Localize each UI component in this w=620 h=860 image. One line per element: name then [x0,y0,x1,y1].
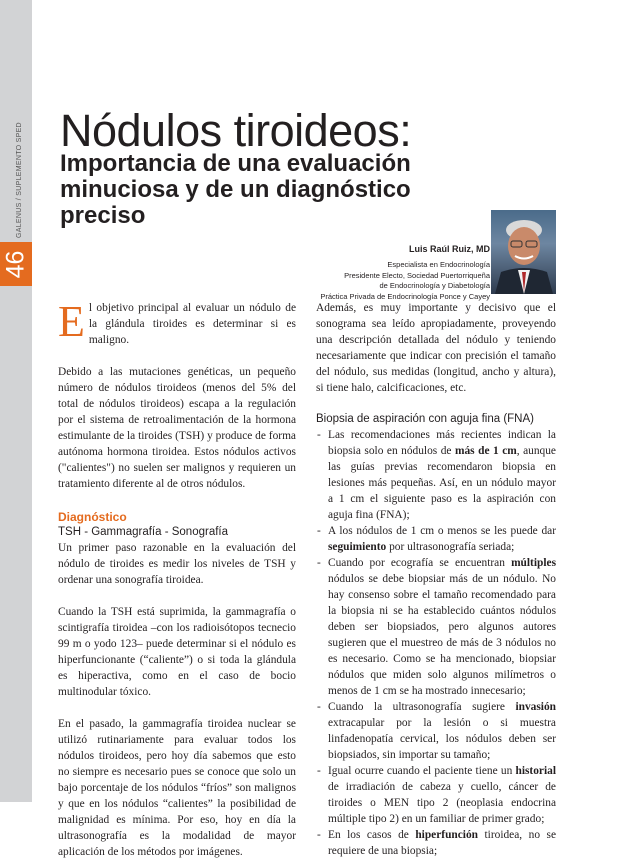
paragraph: Un primer paso razonable en la evaluación del nódulo de tiroides es medir los niveles de TSH y ordenar una sonografía tiroidea. [58,542,296,586]
page-number-box [0,242,32,286]
article-subtitle: Importancia de una evaluación minuciosa y de un diagnóstico preciso [60,150,411,229]
intro-text: l objetivo principal al evaluar un nódulo de la glándula tiroides es determinar si es maligno. [88,302,296,346]
drop-cap: E [58,297,85,346]
intro-paragraph [58,297,296,348]
list-item: - En los casos de hiperfunción tiroidea, no se requiere de una biopsia; [316,827,556,859]
page-number: 46 [1,250,30,278]
paragraph: Además, es muy importante y decisivo que el sonograma sea leído apropiadamente, proveyendo una descripción detallada del nódulo y teniendo necesariamente que indicar con precisión el tamaño del nódulo, sus medidas (longitud, ancho y altura), si tiene halo, calcificaciones, etc. [316,302,556,394]
paragraph: Debido a las mutaciones genéticas, un pequeño número de nódulos tiroideos (menos del 5% del total de nódulos tiroideos) escapa a la regulación por el sistema de retroalimentación de la hormona estimulante de la tiroides (TSH) y produce de forma autónoma hormona tiroidea. Estos nódulos activos ("calientes") no suelen ser malignos y requieren un tratamiento diferente al de otros nódulos. [58,366,296,490]
article-title: Nódulos tiroideos: [60,105,412,156]
section-subheading: TSH - Gammagrafía - Sonografía [58,526,229,538]
author-name: Luis Raúl Ruiz, MD [409,244,490,254]
author-credential: Práctica Privada de Endocrinología Ponce y Cayey [320,291,490,301]
author-block [320,244,490,302]
recommendation-list [316,427,556,859]
sidebar-strip [0,0,32,802]
list-item: - Las recomendaciones más recientes indican la biopsia solo en nódulos de más de 1 cm, aunque las guías previas recomendaron biopsia en lesiones más pequeñas. Así, en un nódulo mayor a 1 cm el siguiente paso es la aspiración con aguja fina (FNA); [316,427,556,523]
section-heading: Diagnóstico [58,510,127,524]
section-label: GALENUS / SUPLEMENTO SPED [16,122,23,238]
section-heading: Biopsia de aspiración con aguja fina (FNA) [316,413,534,425]
right-column [316,300,556,859]
author-photo [491,210,556,294]
author-credential: Especialista en Endocrinología [387,260,490,269]
left-column [58,297,296,860]
list-item: - A los nódulos de 1 cm o menos se les puede dar seguimiento por ultrasonografía seriada; [316,523,556,555]
list-item: - Cuando la ultrasonografía sugiere invasión extracapular por la lesión o si muestra linfadenopatía cervical, los nódulos deben ser biopsiados, sin importar su tamaño; [316,699,556,763]
author-credential: de Endocrinología y Diabetología [379,281,490,290]
author-credential: Presidente Electo, Sociedad Puertorriqueña [344,270,490,280]
paragraph: Cuando la TSH está suprimida, la gammagrafía o scintigrafía tiroidea –con los radioisótopos tecnecio 99 m o yodo 123– puede determinar si el nódulo es hiperfuncionante (“caliente”) o si toda la glándula es hiperactiva, como en el caso de bocio multinodular tóxico. [58,606,296,698]
list-item: - Igual ocurre cuando el paciente tiene un historial de irradiación de cabeza y cuello, cáncer de tiroides o MEN tipo 2 (neoplasia endocrina múltiple tipo 2) en un familiar de primer grado; [316,763,556,827]
paragraph: En el pasado, la gammagrafía tiroidea nuclear se utilizó rutinariamente para evaluar todos los nódulos tiroideos, pero hoy día sabemos que esto no siempre es necesario pues se conoce que solo un bajo porcentaje de los nódulos “fríos” son malignos y que en los nódulos “calientes” la posibilidad de malignidad es mínima. Por eso, hoy en día la ultrasonografía es la modalidad de mayor aplicación de los métodos por imágenes. [58,718,296,858]
list-item: - Cuando por ecografía se encuentran múltiples nódulos se debe biopsiar más de un nódulo. No hay consenso sobre el tamaño recomendado para la biopsia ni se ha establecido cuántos nódulos deben ser biopsiados, pero algunos autores sugieren que el muestreo de más de 3 nódulos no es necesario. Como se ha mencionado, biopsiar nódulos que miden solo algunos milímetros o menos de 1 cm se ha mostrado innecesario; [316,555,556,699]
